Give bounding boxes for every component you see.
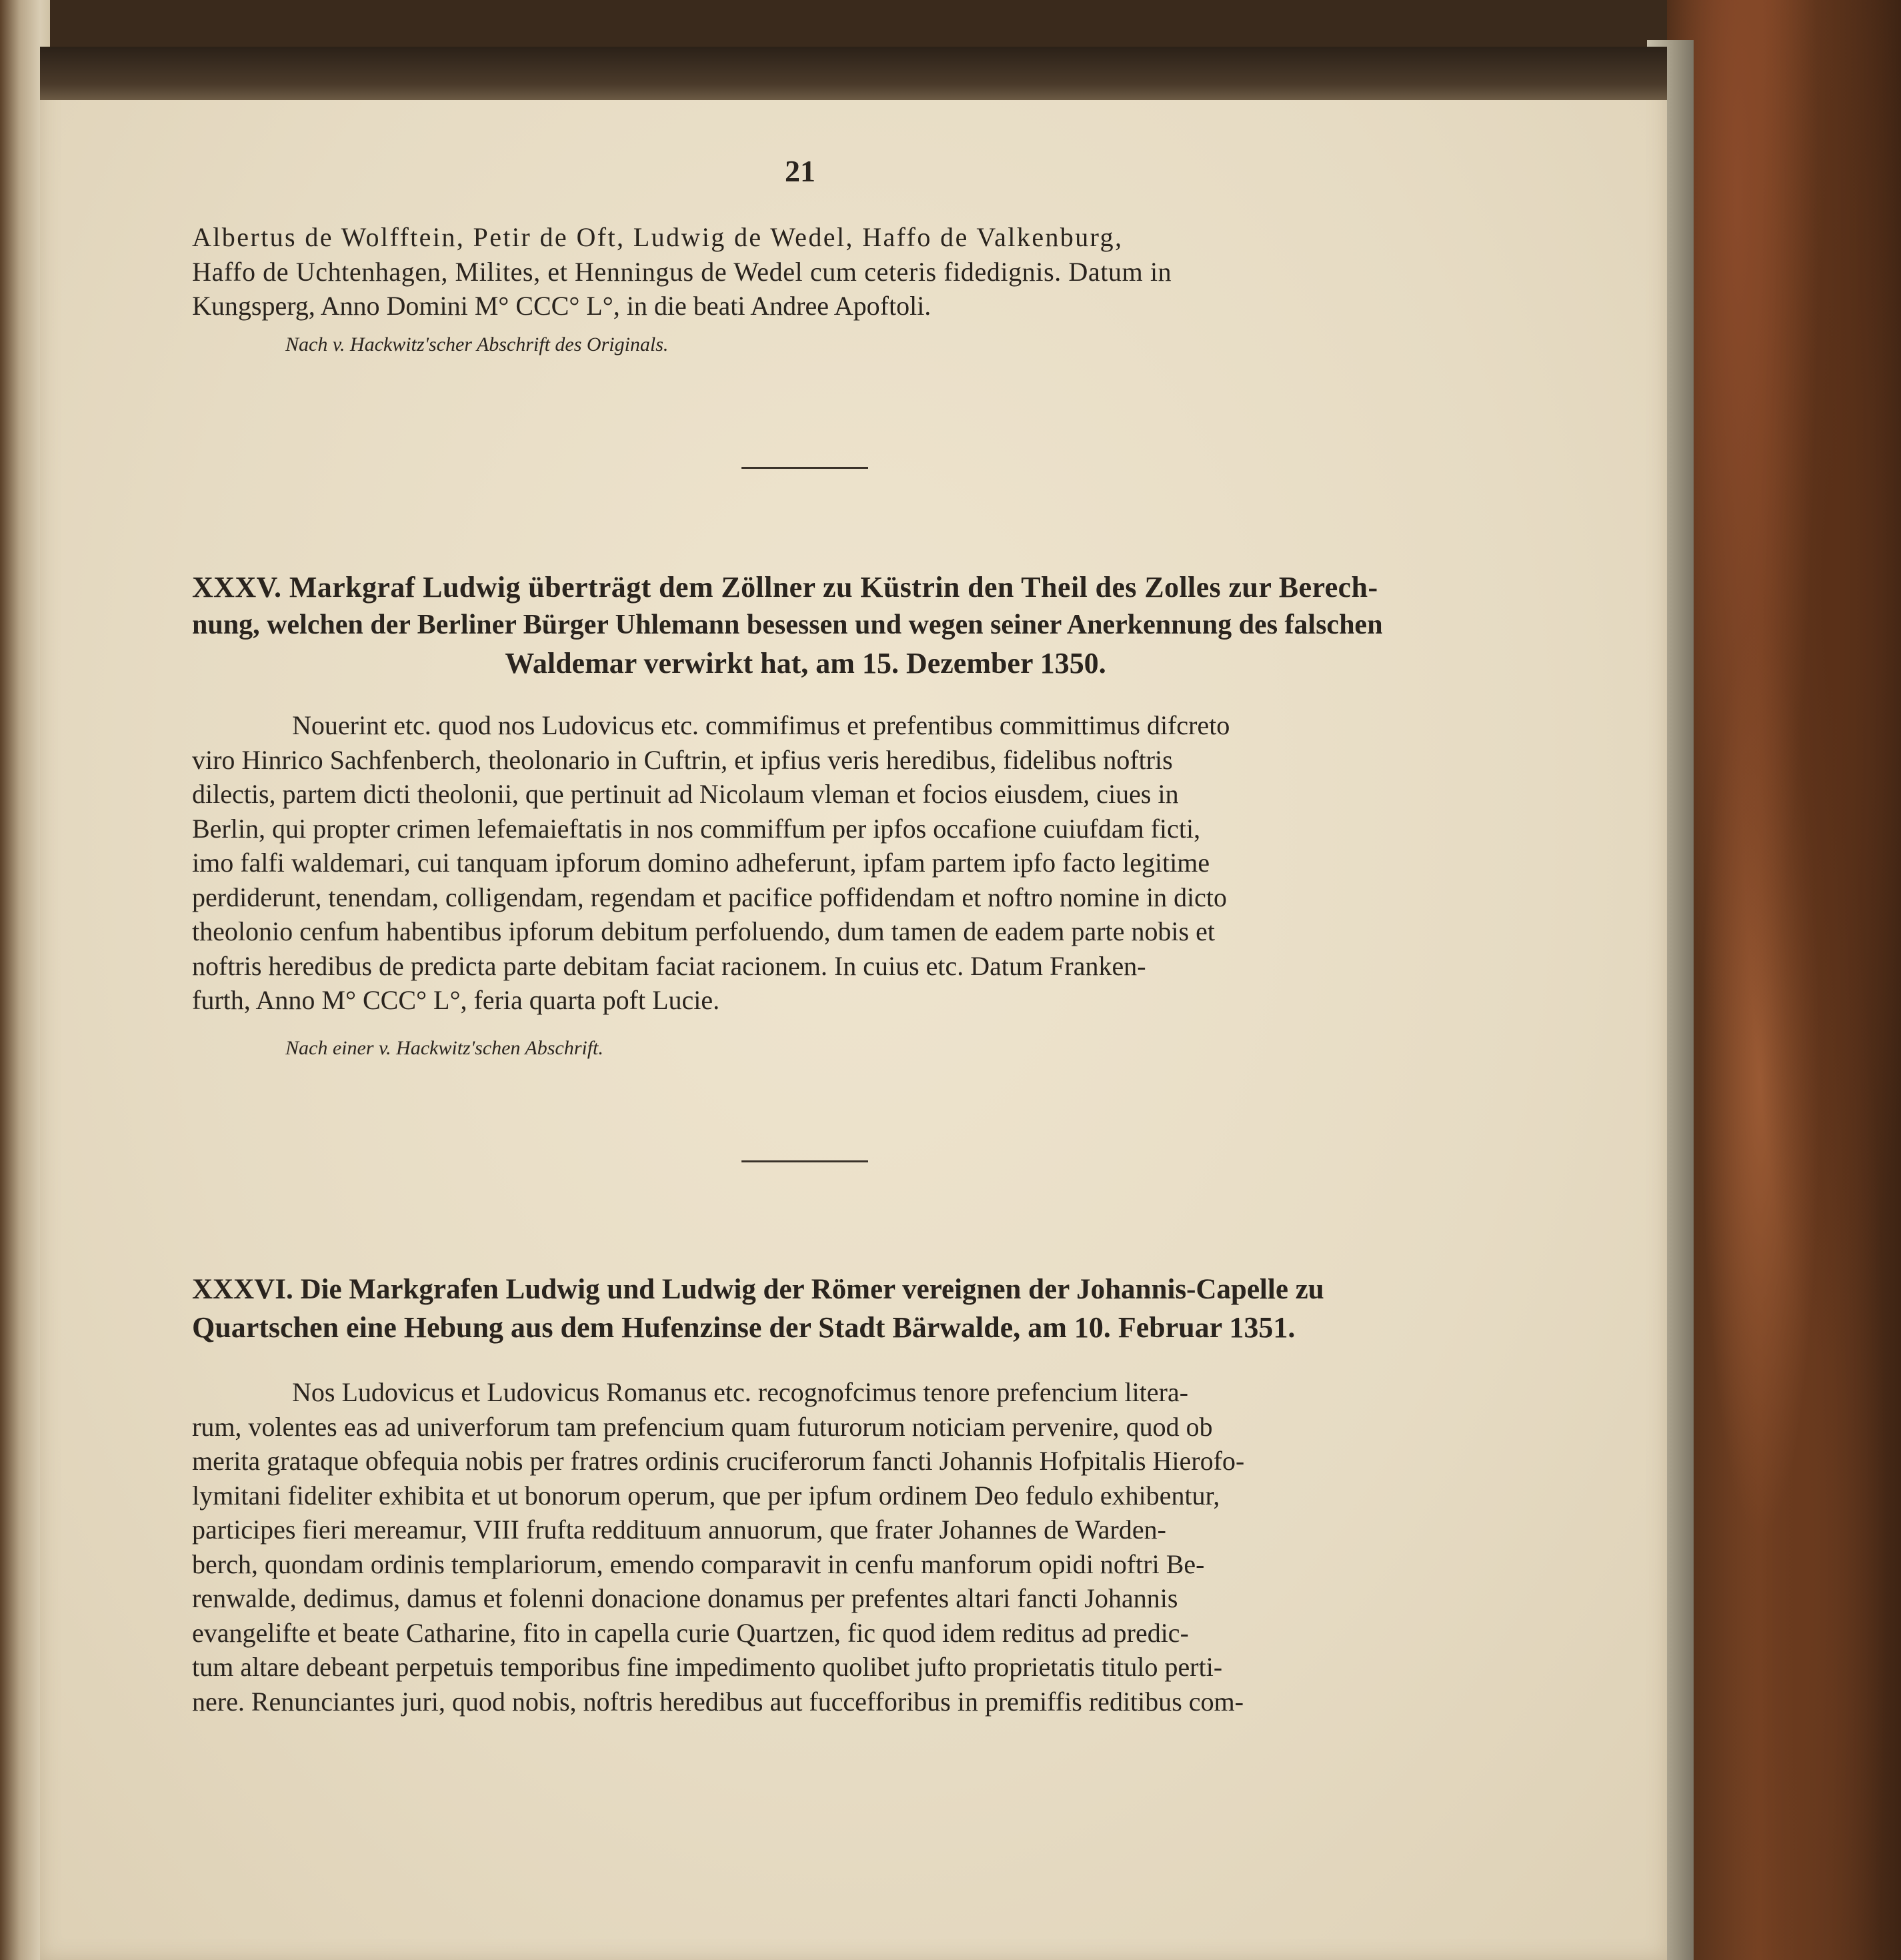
heading-line: Waldemar verwirkt hat, am 15. Dezember 1350. — [505, 647, 1106, 680]
document-heading-35 — [192, 568, 1419, 682]
text-line: theolonio cenfum habentibus ipforum debitum perfoluendo, dum tamen de eadem parte nobis et — [192, 916, 1216, 946]
source-note: Nach v. Hackwitz'scher Abschrift des Originals. — [285, 333, 669, 355]
text-line: noftris heredibus de predicta parte debitam faciat racionem. In cuius etc. Datum Franken- — [192, 950, 1146, 981]
heading-line: XXXVI. Die Markgrafen Ludwig und Ludwig der Römer vereignen der Johannis-Capelle zu — [192, 1274, 1324, 1305]
text-line-content: Nos Ludovicus et Ludovicus Romanus etc. recognofcimus tenore prefencium litera- — [292, 1377, 1189, 1407]
heading-line: XXXV. Markgraf Ludwig überträgt dem Zöllner zu Küstrin den Theil des Zolles zur Berech- — [192, 571, 1378, 604]
text-line: renwalde, dedimus, damus et folenni donacione donamus per prefentes altari fancti Johannis — [192, 1583, 1178, 1613]
section-divider — [741, 467, 868, 469]
source-note: Nach einer v. Hackwitz'schen Abschrift. — [285, 1037, 603, 1059]
page-number: 21 — [785, 154, 815, 188]
text-line: dilectis, partem dicti theolonii, que pertinuit ad Nicolaum vleman et focios eiusdem, ciues in — [192, 779, 1179, 809]
text-line: berch, quondam ordinis templariorum, emendo comparavit in cenfu manforum opidi noftri Be- — [192, 1549, 1205, 1579]
text-line: Berlin, qui propter crimen lefemaieftatis in nos commiffum per ipfos occafione cuiufdam ficti, — [192, 813, 1201, 844]
document-body-36 — [192, 1375, 1419, 1719]
text-line: merita grataque obfequia nobis per fratres ordinis cruciferorum fancti Johannis Hofpitalis Hierofo- — [192, 1446, 1245, 1476]
text-line: Haffo de Uchtenhagen, Milites, et Henningus de Wedel cum ceteris fidedignis. Datum in — [192, 256, 1172, 287]
text-line: rum, volentes eas ad univerforum tam prefencium quam futurorum noticiam pervenire, quod ob — [192, 1411, 1213, 1442]
top-shadow — [40, 47, 1667, 100]
text-line: participes fieri mereamur, VIII frufta reddituum annuorum, que frater Johannes de Warden- — [192, 1515, 1166, 1545]
text-line: viro Hinrico Sachfenberch, theolonario in Cuftrin, et ipfius veris heredibus, fidelibus noftris — [192, 744, 1173, 775]
section-divider — [741, 1160, 868, 1162]
text-line: tum altare debeant perpetuis temporibus fine impedimento quolibet jufto proprietatis titulo perti- — [192, 1652, 1223, 1682]
text-line: perdiderunt, tenendam, colligendam, regendam et pacifice poffidendam et noftro nomine in dicto — [192, 882, 1228, 912]
text-line: evangelifte et beate Catharine, fito in capella curie Quartzen, fic quod idem reditus ad predic- — [192, 1617, 1189, 1648]
text-line: furth, Anno M° CCC° L°, feria quarta poft Lucie. — [192, 985, 720, 1015]
document-body-35 — [192, 708, 1419, 1018]
text-line: lymitani fideliter exhibita et ut bonorum operum, que per ipfum ordinem Deo fedulo exhibentur, — [192, 1480, 1220, 1511]
text-line — [192, 708, 1419, 743]
heading-line: nung, welchen der Berliner Bürger Uhlemann besessen und wegen seiner Anerkennung des falschen — [192, 610, 1383, 640]
text-line-content: Nouerint etc. quod nos Ludovicus etc. commifimus et prefentibus committimus difcreto — [292, 710, 1230, 740]
text-line: Kungsperg, Anno Domini M° CCC° L°, in die beati Andree Apoftoli. — [192, 291, 931, 321]
text-line: imo falfi waldemari, cui tanquam ipforum domino adheferunt, ipfam partem ipfo facto legitime — [192, 848, 1210, 878]
document-heading-36 — [192, 1270, 1419, 1346]
text-line — [192, 1375, 1419, 1410]
text-line: Albertus de Wolfftein, Petir de Oft, Ludwig de Wedel, Haffo de Valkenburg, — [192, 222, 1124, 252]
marbled-cover — [1667, 0, 1901, 1960]
heading-line: Quartschen eine Hebung aus dem Hufenzinse der Stadt Bärwalde, am 10. Februar 1351. — [192, 1311, 1296, 1344]
text-line: nere. Renunciantes juri, quod nobis, noftris heredibus aut fuccefforibus in premiffis reditibus com- — [192, 1686, 1244, 1717]
continuation-text — [192, 220, 1419, 323]
